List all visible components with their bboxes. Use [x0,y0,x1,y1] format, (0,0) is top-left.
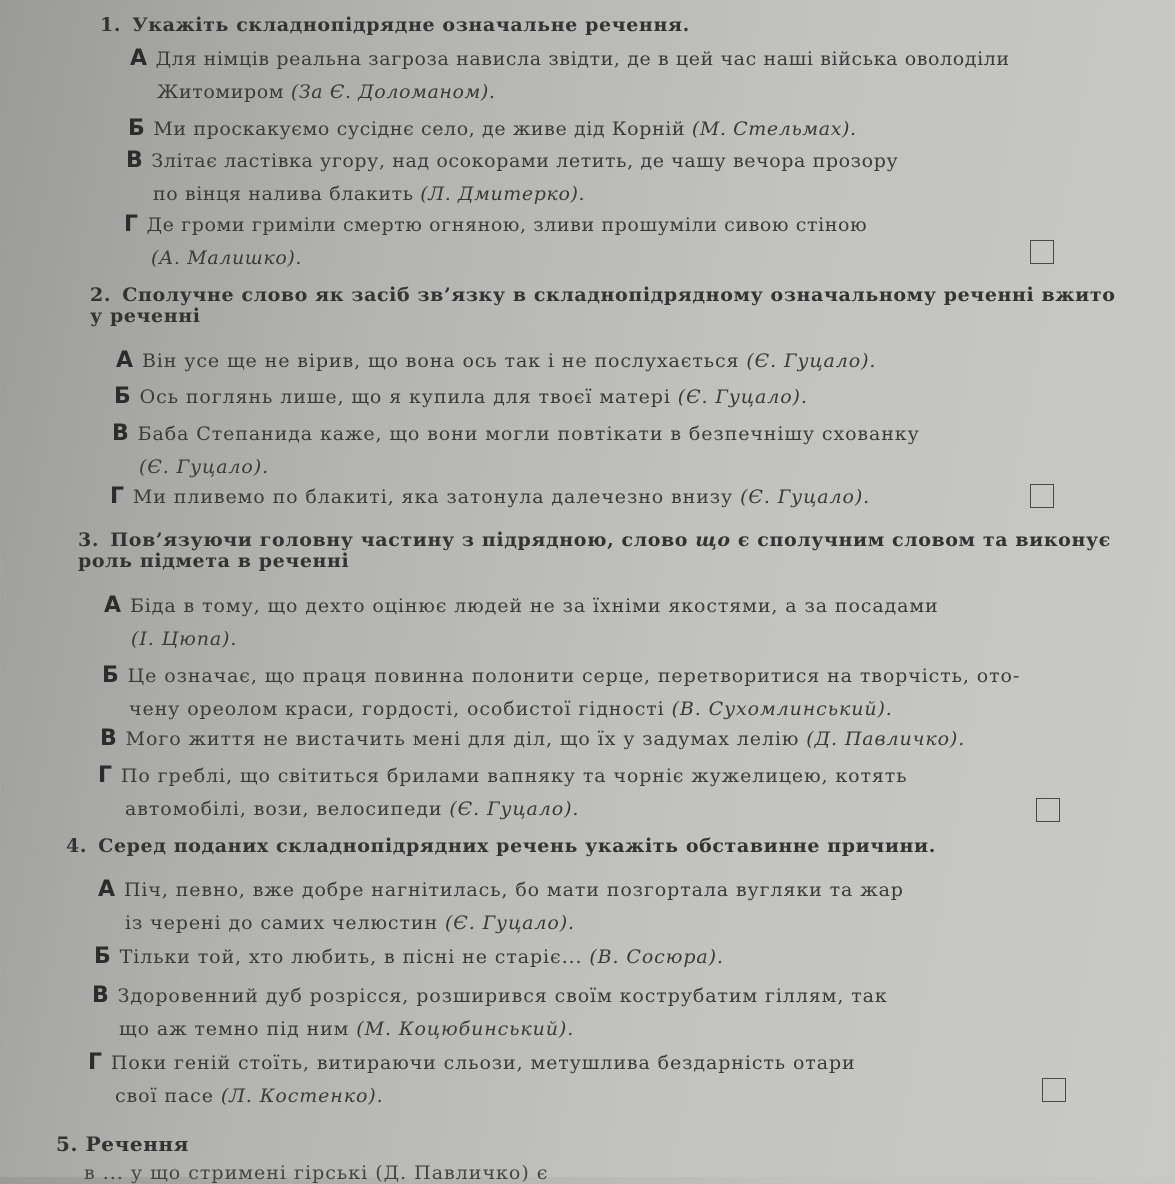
q3-option-a[interactable]: А Біда в тому, що дехто оцінює людей не за їхніми якостями, а за посадами (І. Цюпа). [104,589,939,656]
q4-option-a[interactable]: А Піч, певно, вже добре нагнітилась, бо мати позгортала вугляки та жар із черені до самих челюстин (Є. Гуцало). [98,873,904,940]
q3-option-c[interactable]: В Мого життя не вистачить мені для діл, що їх у задумах лелію (Д. Павличко). [100,722,965,756]
question-4-title: 4. Серед поданих складнопідрядних речень укажіть обставинне причини. [66,835,936,857]
q4-option-c[interactable]: В Здоровенний дуб розрісся, розширився своїм кострубатим гіллям, так що аж темно під ним (М. Коцюбинський). [92,979,888,1046]
question-1-title: 1. Укажіть складнопідрядне означальне речення. [100,14,690,36]
question-3-title: 3. Пов’язуючи головну частину з підрядною, слово що є сполучним словом та виконує роль підмета в реченні [78,529,1111,572]
option-letter: А [98,877,116,902]
option-letter: В [112,421,130,446]
q4-option-b[interactable]: Б Тільки той, хто любить, в пісні не старіє... (В. Сосюра). [94,940,724,974]
option-letter: Б [102,663,120,688]
option-letter: В [100,726,118,751]
question-5-title: 5. Речення [56,1132,190,1156]
question-2-title: 2. Сполучне слово як засіб зв’язку в складнопідрядному означальному реченні вжито у реченні [90,284,1116,327]
q1-option-c[interactable]: В Злітає ластівка угору, над осокорами летить, де чашу вечора прозору по вінця налива блакить (Л. Дмитерко). [126,144,898,211]
q2-option-a[interactable]: А Він усе ще не вірив, що вона ось так і не послухається (Є. Гуцало). [116,344,876,378]
option-letter: Г [88,1050,103,1075]
option-letter: В [126,148,144,173]
question-5-cut-line: в ... у що стримені гірські (Д. Павличко) є [84,1162,549,1184]
option-letter: А [116,348,134,373]
option-letter: Г [110,484,125,509]
answer-box-q3[interactable] [1036,798,1060,822]
option-letter: А [130,46,148,71]
option-letter: В [92,983,110,1008]
q1-option-a[interactable]: А Для німців реальна загроза нависла звідти, де в цей час наші війська оволоділи Житомиром (За Є. Доломаном). [130,42,1090,109]
q2-option-c[interactable]: В Баба Степанида каже, що вони могли повтікати в безпечнішу схованку (Є. Гуцало). [112,417,920,484]
answer-box-q2[interactable] [1030,484,1054,508]
option-letter: Г [124,212,139,237]
q1-option-d[interactable]: Г Де громи гриміли смертю огняною, зливи прошуміли сивою стіною (А. Малишко). [124,208,867,275]
answer-box-q4[interactable] [1042,1078,1066,1102]
option-letter: Б [128,116,146,141]
option-letter: А [104,593,122,618]
q1-option-b[interactable]: Б Ми проскакуємо сусіднє село, де живе дід Корній (М. Стельмах). [128,112,857,146]
answer-box-q1[interactable] [1030,240,1054,264]
q4-option-d[interactable]: Г Поки геній стоїть, витираючи сльози, метушлива бездарність отари свої пасе (Л. Костенко). [88,1046,856,1113]
q3-option-b[interactable]: Б Це означає, що праця повинна полонити серце, перетворитися на творчість, ото- чену ореолом краси, гордості, особистої гідності (В. Сухомлинський). [102,659,1020,726]
option-letter: Г [98,763,113,788]
option-letter: Б [94,944,112,969]
option-letter: Б [114,384,132,409]
q2-option-b[interactable]: Б Ось поглянь лише, що я купила для твоєї матері (Є. Гуцало). [114,380,808,414]
q3-option-d[interactable]: Г По греблі, що світиться брилами вапняку та чорніє жужелицею, котять автомобілі, вози, велосипеди (Є. Гуцало). [98,759,907,826]
q2-option-d[interactable]: Г Ми пливемо по блакиті, яка затонула далечезно внизу (Є. Гуцало). [110,480,870,514]
